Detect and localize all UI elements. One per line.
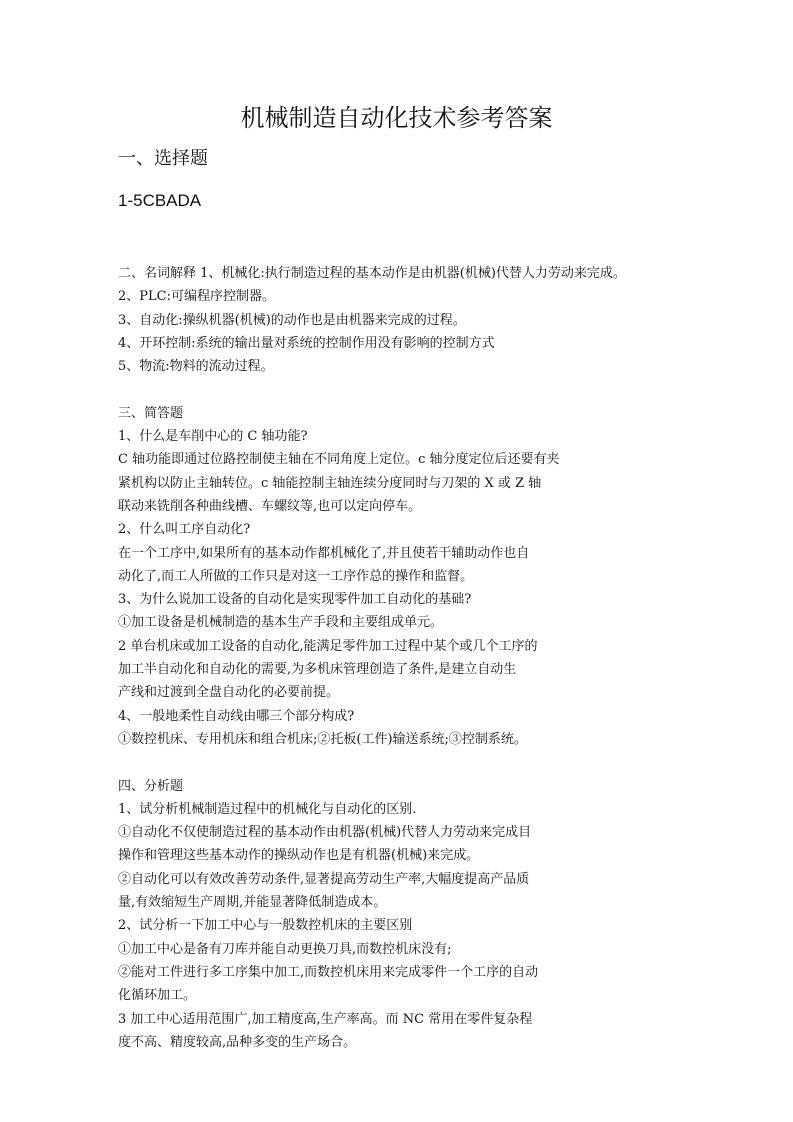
section3-line: 联动来铣削各种曲线槽、车螺纹等,也可以定向停车。 [118, 498, 422, 514]
section3-line: 2 单台机床或加工设备的自动化,能满足零件加工过程中某个或几个工序的 [118, 638, 538, 654]
section3-line: 产线和过渡到全盘自动化的必要前提。 [118, 685, 340, 701]
section2-line: 5、物流:物料的流动过程。 [118, 359, 274, 375]
section3-line: 2、什么叫工序自动化? [118, 522, 251, 538]
section3-line: 1、什么是车削中心的 C 轴功能? [118, 429, 308, 445]
section4-line: 1、试分析机械制造过程中的机械化与自动化的区别. [118, 801, 417, 817]
section3-heading: 三、简答题 [118, 405, 184, 421]
section3-line: 加工半自动化和自动化的需要,为多机床管理创造了条件,是建立自动生 [118, 662, 517, 678]
section3-line: 动化了,而工人所做的工作只是对这一工序作总的操作和监督。 [118, 568, 474, 584]
section3-line: 在一个工序中,如果所有的基本动作都机械化了,并且使若干辅助动作也自 [118, 545, 530, 561]
section4-line: 度不高、精度较高,品种多变的生产场合。 [118, 1034, 357, 1050]
section4-line: ②自动化可以有效改善劳动条件,显著提高劳动生产率,大幅度提高产品质 [118, 871, 530, 887]
section4-heading: 四、分析题 [118, 778, 184, 794]
section4-line: ①加工中心是备有刀库并能自动更换刀具,而数控机床没有; [118, 941, 452, 957]
section4-line: ②能对工件进行多工序集中加工,而数控机床用来完成零件一个工序的自动 [118, 964, 539, 980]
section2-line: 二、名词解释 1、机械化:执行制造过程的基本动作是由机器(机械)代替人力劳动来完成。 [118, 266, 626, 281]
section3-line: ①数控机床、专用机床和组合机床;②托板(工件)输送系统;③控制系统。 [118, 731, 527, 747]
section2-line: 2、PLC:可编程序控制器。 [118, 289, 275, 305]
section2-line: 3、自动化:操纵机器(机械)的动作也是由机器来完成的过程。 [118, 312, 466, 328]
section1-answers: 1-5CBADA [118, 191, 202, 210]
section2-line: 4、开环控制:系统的输出量对系统的控制作用没有影响的控制方式 [118, 335, 495, 351]
document-body [118, 262, 678, 1054]
section-gap [118, 378, 678, 401]
section3-line: C 轴功能即通过位路控制使主轴在不同角度上定位。c 轴分度定位后还要有夹 [118, 452, 560, 468]
section3-line: 4、一般地柔性自动线由哪三个部分构成? [118, 708, 355, 724]
section3-line: 3、为什么说加工设备的自动化是实现零件加工自动化的基础? [118, 592, 472, 608]
section4-line: 操作和管理这些基本动作的操纵动作也是有机器(机械)来完成。 [118, 848, 480, 864]
section1-heading: 一、选择题 [118, 148, 208, 169]
section3-line: ①加工设备是机械制造的基本生产手段和主要组成单元。 [118, 615, 444, 631]
section4-line: 3 加工中心适用范围广,加工精度高,生产率高。而 NC 常用在零件复杂程 [118, 1011, 533, 1027]
section-gap [118, 751, 678, 774]
section4-line: 量,有效缩短生产周期,并能显著降低制造成本。 [118, 895, 387, 911]
section4-line: ①自动化不仅使制造过程的基本动作由机器(机械)代替人力劳动来完成目 [118, 825, 532, 841]
section3-line: 紧机构以防止主轴转位。c 轴能控制主轴连续分度同时与刀架的 X 或 Z 轴 [118, 475, 542, 491]
section4-line: 化循环加工。 [118, 988, 197, 1004]
document-title: 机械制造自动化技术参考答案 [240, 104, 553, 132]
section4-line: 2、试分析一下加工中心与一般数控机床的主要区别 [118, 918, 413, 934]
